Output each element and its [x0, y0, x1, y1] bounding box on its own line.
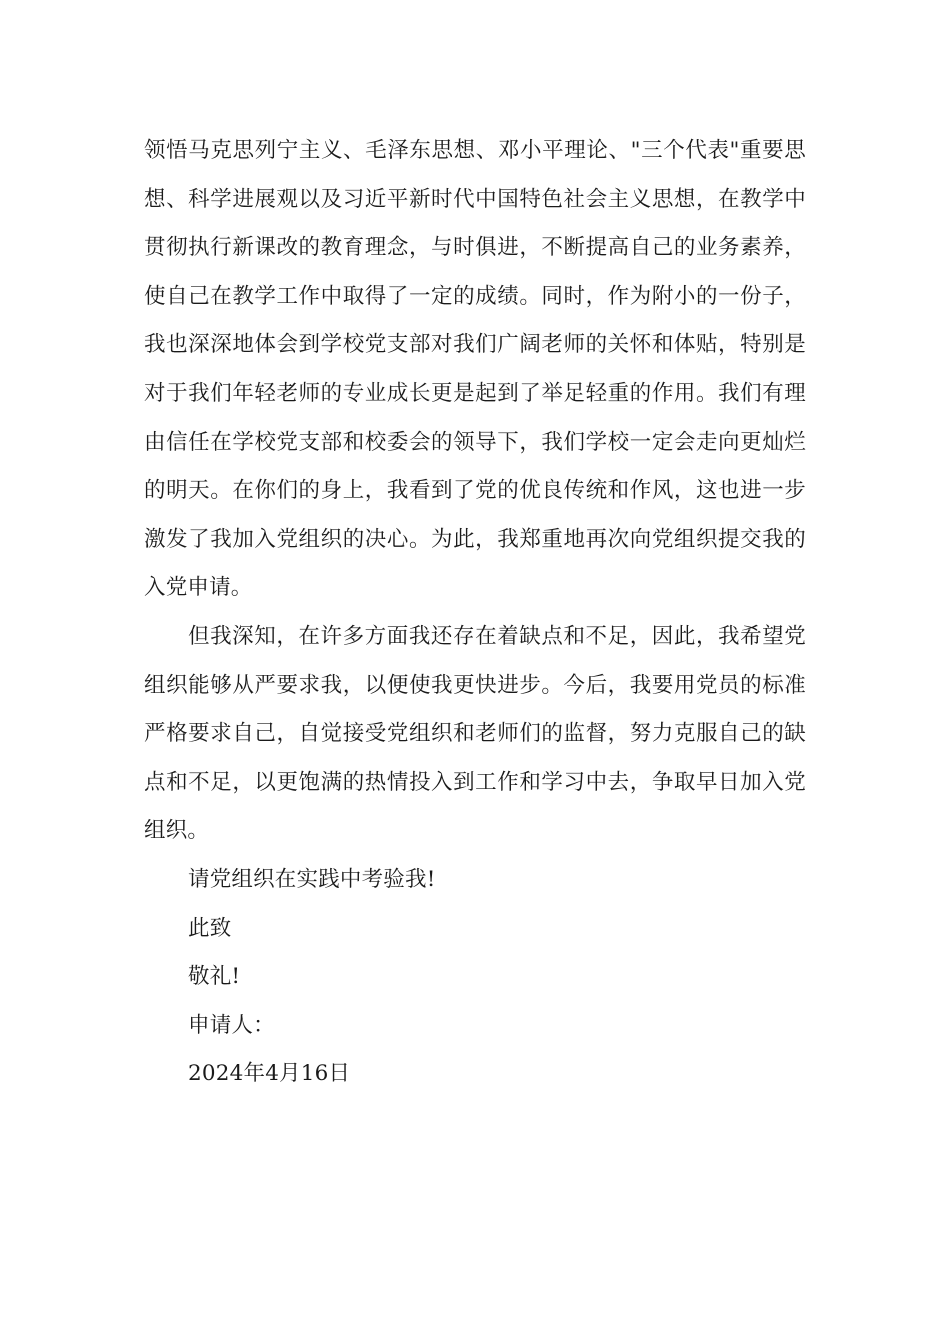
- body-paragraph-2: 但我深知，在许多方面我还存在着缺点和不足，因此，我希望党组织能够从严要求我，以便使我更快进步。今后，我要用党员的标准严格要求自己，自觉接受党组织和老师们的监督，努力克服自己的缺点和不足，以更饱满的热情投入到工作和学习中去，争取早日加入党组织。: [144, 623, 806, 844]
- body-paragraph-1: 领悟马克思列宁主义、毛泽东思想、邓小平理论、"三个代表"重要思想、科学进展观以及习近平新时代中国特色社会主义思想，在教学中贯彻执行新课改的教育理念，与时俱进，不断提高自己的业务素养，使自己在教学工作中取得了一定的成绩。同时，作为附小的一份子，我也深深地体会到学校党支部对我们广阔老师的关怀和体贴，特别是对于我们年轻老师的专业成长更是起到了举足轻重的作用。我们有理由信任在学校党支部和校委会的领导下，我们学校一定会走向更灿烂的明天。在你们的身上，我看到了党的优良传统和作风，这也进一步激发了我加入党组织的决心。为此，我郑重地再次向党组织提交我的入党申请。: [144, 138, 806, 601]
- closing-appeal: 请党组织在实践中考验我!: [188, 866, 436, 892]
- document-body: [144, 127, 806, 1099]
- closing-salutation-2: 敬礼!: [188, 964, 241, 990]
- closing-salutation-1: 此致: [188, 915, 232, 941]
- application-date: 2024年4月16日: [188, 1061, 351, 1087]
- applicant-label: 申请人：: [188, 1012, 275, 1038]
